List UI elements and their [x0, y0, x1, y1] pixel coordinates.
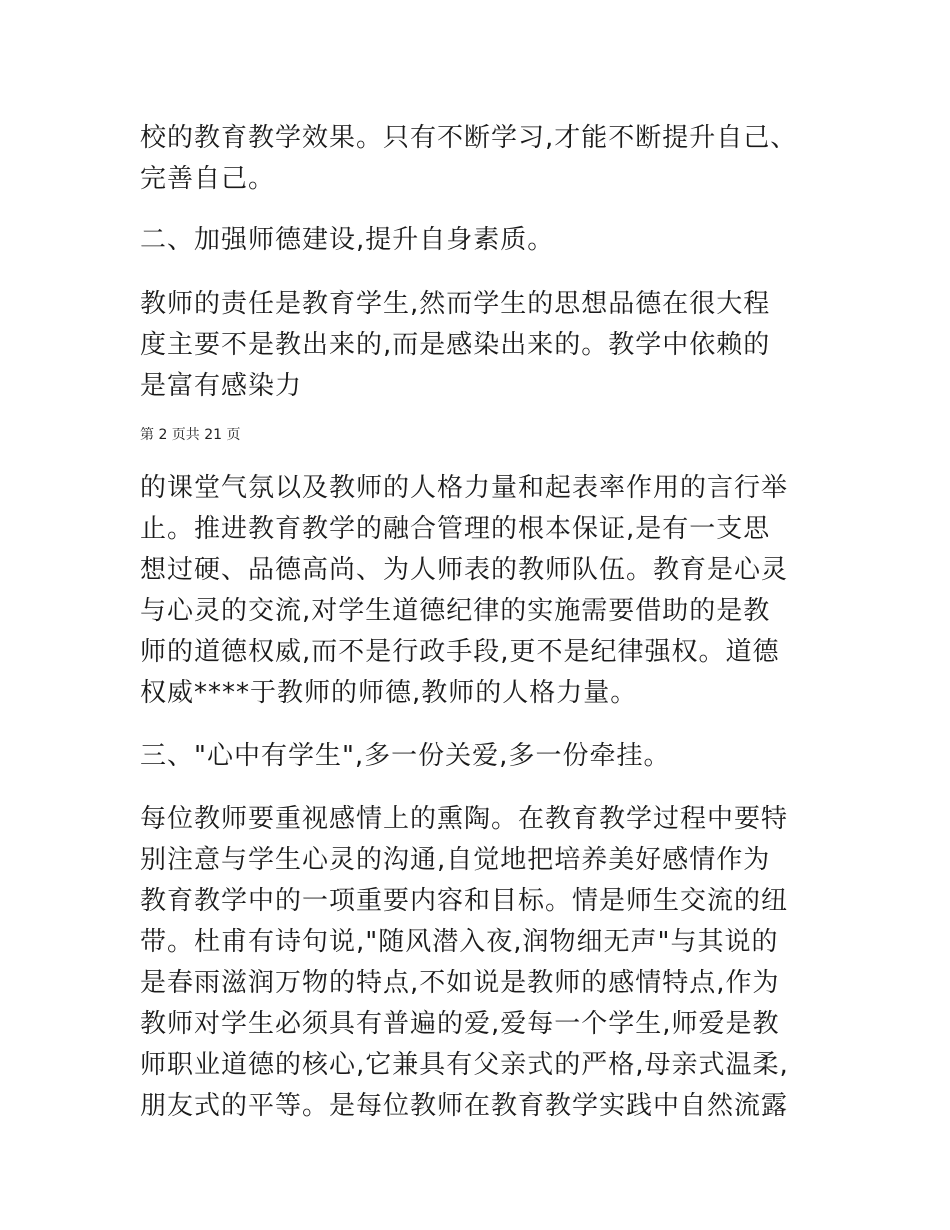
- paragraph-teacher-responsibility: [140, 284, 820, 407]
- text-line: 想过硬、品德高尚、为人师表的教师队伍。教育是心灵: [140, 555, 789, 585]
- text-line: 与心灵的交流,对学生道德纪律的实施需要借助的是教: [140, 596, 771, 626]
- paragraph-classroom-atmosphere: [140, 468, 820, 714]
- text-line: 师职业道德的核心,它兼具有父亲式的严格,母亲式温柔,: [140, 1050, 789, 1080]
- section-heading-3: 三、"心中有学生",多一份关爱,多一份牵挂。: [140, 741, 671, 771]
- text-line: 校的教育教学效果。只有不断学习,才能不断提升自己、: [140, 123, 798, 153]
- text-line: 度主要不是教出来的,而是感染出来的。教学中依赖的: [140, 330, 771, 360]
- text-line: 朋友式的平等。是每位教师在教育教学实践中自然流露: [140, 1091, 789, 1121]
- text-line: 带。杜甫有诗句说,"随风潜入夜,润物细无声"与其说的: [140, 927, 779, 957]
- text-line: 师的道德权威,而不是行政手段,更不是纪律强权。道德: [140, 637, 780, 667]
- text-line: 止。推进教育教学的融合管理的根本保证,是有一支思: [140, 514, 771, 544]
- text-line: 每位教师要重视感情上的熏陶。在教育教学过程中要特: [140, 804, 789, 834]
- section-heading-2: 二、加强师德建设,提升自身素质。: [140, 225, 555, 255]
- text-line: 完善自己。: [140, 164, 276, 194]
- text-line: 的课堂气氛以及教师的人格力量和起表率作用的言行举: [140, 473, 789, 503]
- page-footer: 第 2 页共 21 页: [140, 427, 241, 443]
- text-line: 教师对学生必须具有普遍的爱,爱每一个学生,师爱是教: [140, 1009, 780, 1039]
- paragraph-continuation: [140, 118, 820, 200]
- document-page: [140, 118, 820, 1127]
- text-line: 教师的责任是教育学生,然而学生的思想品德在很大程: [140, 289, 771, 319]
- text-line: 是富有感染力: [140, 371, 303, 401]
- text-line: 别注意与学生心灵的沟通,自觉地把培养美好感情作为: [140, 845, 771, 875]
- paragraph-emotional-influence: [140, 799, 820, 1127]
- text-line: 权威****于教师的师德,教师的人格力量。: [140, 678, 638, 708]
- text-line: 是春雨滋润万物的特点,不如说是教师的感情特点,作为: [140, 968, 780, 998]
- text-line: 教育教学中的一项重要内容和目标。情是师生交流的纽: [140, 886, 789, 916]
